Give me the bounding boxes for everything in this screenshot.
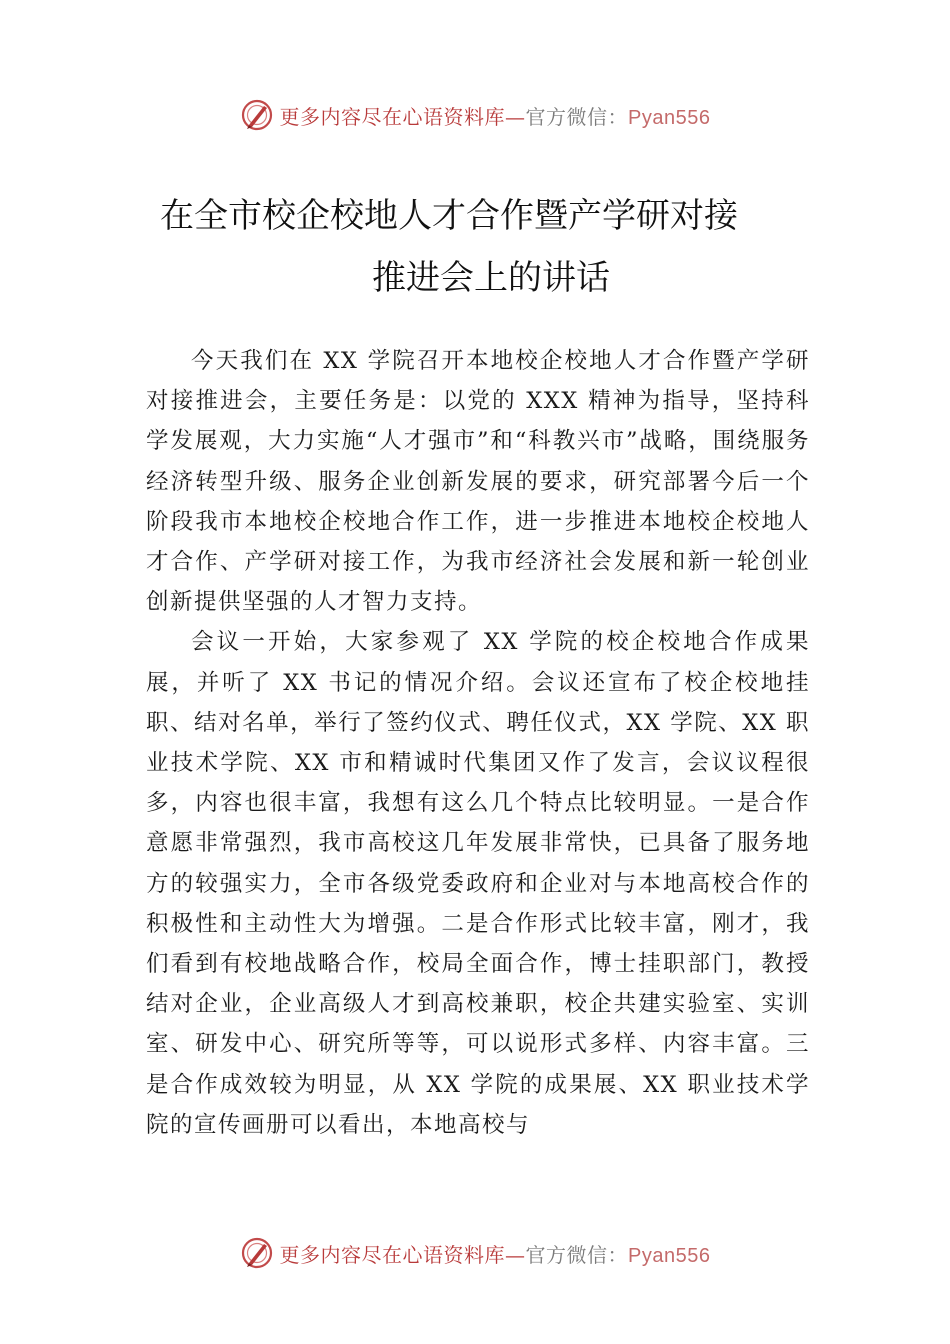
header-watermark-banner <box>0 95 950 135</box>
document-body <box>146 341 810 1145</box>
wechat-label: 官方微信： <box>525 104 629 129</box>
watermark-slogan: 更多内容尽在心语资料库— <box>279 104 526 129</box>
title-line-2: 推进会上的讲话 <box>372 258 610 298</box>
pen-circle-logo-icon <box>240 98 274 132</box>
wechat-id: Pyan556 <box>628 106 711 129</box>
title-line-1: 在全市校企校地人才合作暨产学研对接 <box>160 196 738 236</box>
watermark-text <box>280 1239 711 1268</box>
paragraph-1: 今天我们在 XX 学院召开本地校企校地人才合作暨产学研对接推进会，主要任务是：以党的 XXX 精神为指导，坚持科学发展观，大力实施“人才强市”和“科教兴市”战略，围绕服务经济转型升级、服务企业创新发展的要求，研究部署今后一个阶段我市本地校企校地合作工作，进一步推进本地校企校地人才合作、产学研对接工作，为我市经济社会发展和新一轮创业创新提供坚强的人才智力支持。 <box>146 348 810 616</box>
watermark-slogan: 更多内容尽在心语资料库— <box>279 1242 526 1267</box>
watermark-text <box>280 101 711 130</box>
paragraph-2: 会议一开始，大家参观了 XX 学院的校企校地合作成果展，并听了 XX 书记的情况介绍。会议还宣布了校企校地挂职、结对名单，举行了签约仪式、聘任仪式，XX 学院、XX 职业技术学院、XX 市和精诚时代集团又作了发言，会议议程很多，内容也很丰富，我想有这么几个特点比较明显。一是合作意愿非常强烈，我市高校这几年发展非常快，已具备了服务地方的较强实力，全市各级党委政府和企业对与本地高校合作的积极性和主动性大为增强。二是合作形式比较丰富，刚才，我们看到有校地战略合作，校局全面合作，博士挂职部门，教授结对企业，企业高级人才到高校兼职，校企共建实验室、实训室、研发中心、研究所等等，可以说形式多样、内容丰富。三是合作成效较为明显，从 XX 学院的成果展、XX 职业技术学院的宣传画册可以看出，本地高校与 <box>146 629 810 1138</box>
wechat-id: Pyan556 <box>628 1244 711 1267</box>
document-title <box>0 185 950 309</box>
pen-circle-logo-icon <box>240 1236 274 1270</box>
wechat-label: 官方微信： <box>525 1242 629 1267</box>
footer-watermark-banner <box>0 1233 950 1273</box>
